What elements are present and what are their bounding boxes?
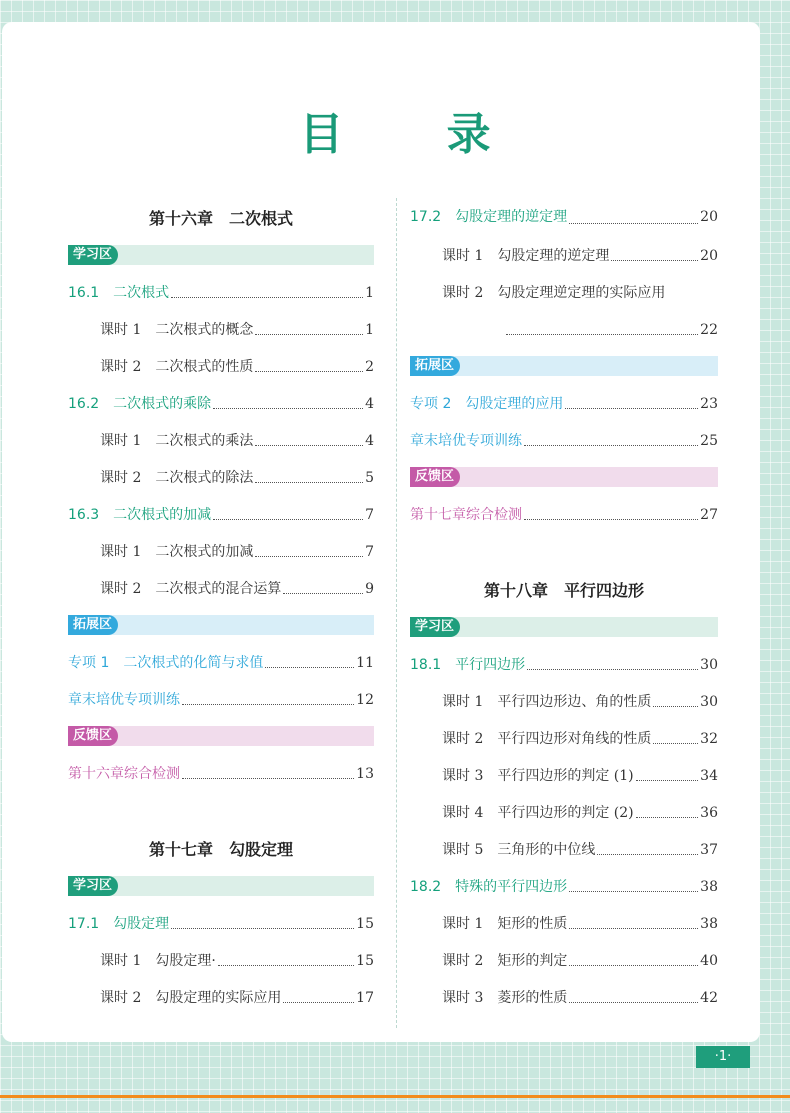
page-ref: 37 <box>700 842 718 858</box>
toc-entry-topic-2[interactable] <box>410 386 718 423</box>
toc-right-column <box>410 200 718 1017</box>
lesson-number: 课时 1 <box>442 694 484 710</box>
toc-entry-lesson[interactable] <box>68 460 374 497</box>
leader-dots <box>255 482 363 483</box>
leader-dots <box>213 519 363 520</box>
lesson-title: 二次根式的概念 <box>155 322 254 338</box>
leader-dots <box>171 297 363 298</box>
lesson-number: 课时 1 <box>100 433 142 449</box>
page-ref: 7 <box>365 507 374 523</box>
feedback-zone-tag: 反馈区 <box>410 467 460 487</box>
leader-dots <box>265 667 354 668</box>
toc-entry-lesson[interactable] <box>410 795 718 832</box>
lesson-title: 平行四边形边、角的性质 <box>497 694 652 710</box>
study-zone-tag: 学习区 <box>68 245 118 265</box>
toc-entry-18-1[interactable] <box>410 647 718 684</box>
section-title: 平行四边形 <box>455 657 526 673</box>
page-ref: 15 <box>356 916 374 932</box>
expand-zone-bar <box>68 615 374 635</box>
page-ref: 20 <box>700 248 718 264</box>
expand-zone-bar <box>410 356 718 376</box>
leader-dots <box>636 780 699 781</box>
lesson-title: 勾股定理逆定理的实际应用 <box>497 285 666 301</box>
leader-dots <box>283 593 363 594</box>
page-ref: 27 <box>700 507 718 523</box>
section-number: 17.2 <box>410 209 442 225</box>
lesson-number: 课时 2 <box>100 359 142 375</box>
leader-dots <box>527 669 698 670</box>
leader-dots <box>255 371 363 372</box>
leader-dots <box>506 334 698 335</box>
lesson-title: 勾股定理的逆定理 <box>497 248 610 264</box>
leader-dots <box>569 891 698 892</box>
lesson-number: 课时 1 <box>442 248 484 264</box>
lesson-number: 课时 1 <box>100 953 142 969</box>
lesson-title: 三角形的中位线 <box>497 842 596 858</box>
toc-entry-lesson[interactable] <box>68 943 374 980</box>
toc-entry-lesson[interactable] <box>410 906 718 943</box>
page-ref: 1 <box>365 322 374 338</box>
leader-dots <box>565 408 698 409</box>
study-zone-bar <box>68 245 374 265</box>
toc-entry-lesson[interactable] <box>68 534 374 571</box>
toc-entry-16-3[interactable] <box>68 497 374 534</box>
column-divider <box>396 198 397 1028</box>
lesson-title: 二次根式的除法 <box>155 470 254 486</box>
lesson-title: 二次根式的混合运算 <box>155 581 282 597</box>
expand-zone-tag: 拓展区 <box>68 615 118 635</box>
lesson-number: 课时 2 <box>442 285 484 301</box>
expand-zone-tag: 拓展区 <box>410 356 460 376</box>
page-ref: 17 <box>356 990 374 1006</box>
section-title: 二次根式 <box>113 285 170 301</box>
leader-dots <box>524 519 698 520</box>
toc-entry-training-17[interactable] <box>410 423 718 460</box>
training-title: 章末培优专项训练 <box>410 433 522 449</box>
page-ref: 5 <box>365 470 374 486</box>
section-title: 勾股定理 <box>113 916 170 932</box>
leader-dots <box>653 743 698 744</box>
leader-dots <box>569 1002 698 1003</box>
chapter-18-heading: 第十八章 平行四边形 <box>483 581 644 600</box>
page-title: 目 录 <box>299 109 535 160</box>
section-number: 18.1 <box>410 657 442 673</box>
bottom-accent-strip <box>0 1095 790 1098</box>
feedback-zone-bar <box>68 726 374 746</box>
page-ref: 36 <box>700 805 718 821</box>
toc-entry-lesson[interactable] <box>410 721 718 758</box>
toc-entry-lesson[interactable] <box>68 980 374 1017</box>
toc-entry-test-16[interactable] <box>68 756 374 793</box>
page-ref: 23 <box>700 396 718 412</box>
leader-dots <box>255 334 363 335</box>
lesson-title: 平行四边形的判定 (1) <box>497 768 634 784</box>
page-ref: 9 <box>365 581 374 597</box>
study-zone-bar <box>68 876 374 896</box>
leader-dots <box>171 928 354 929</box>
leader-dots <box>182 704 354 705</box>
page-ref: 20 <box>700 209 718 225</box>
lesson-number: 课时 1 <box>442 916 484 932</box>
toc-entry-lesson[interactable] <box>410 943 718 980</box>
toc-entry-lesson[interactable] <box>68 571 374 608</box>
topic-title: 专项 2 勾股定理的应用 <box>410 396 564 412</box>
section-title: 勾股定理的逆定理 <box>455 209 568 225</box>
section-number: 16.2 <box>68 396 100 412</box>
topic-title: 专项 1 二次根式的化简与求值 <box>68 655 264 671</box>
feedback-zone-tag: 反馈区 <box>68 726 118 746</box>
section-title: 二次根式的乘除 <box>113 396 212 412</box>
toc-entry-lesson[interactable] <box>410 275 718 312</box>
page-ref: 34 <box>700 768 718 784</box>
page-ref: 12 <box>356 692 374 708</box>
leader-dots <box>255 445 363 446</box>
toc-entry-17-1[interactable] <box>68 906 374 943</box>
lesson-title: 平行四边形对角线的性质 <box>497 731 652 747</box>
toc-entry-continuation[interactable] <box>410 312 718 349</box>
leader-dots <box>255 556 363 557</box>
lesson-number: 课时 1 <box>100 544 142 560</box>
toc-entry-17-2[interactable] <box>410 200 718 238</box>
lesson-title: 二次根式的性质 <box>155 359 254 375</box>
leader-dots <box>569 965 698 966</box>
chapter-16-heading: 第十六章 二次根式 <box>148 209 293 228</box>
leader-dots <box>524 445 698 446</box>
toc-entry-16-2[interactable] <box>68 386 374 423</box>
leader-dots <box>569 928 698 929</box>
toc-entry-lesson[interactable] <box>68 423 374 460</box>
section-number: 16.3 <box>68 507 100 523</box>
toc-entry-18-2[interactable] <box>410 869 718 906</box>
feedback-zone-bar <box>410 467 718 487</box>
lesson-number: 课时 2 <box>100 470 142 486</box>
toc-entry-lesson[interactable] <box>410 832 718 869</box>
lesson-title: 矩形的性质 <box>497 916 568 932</box>
page-ref: 15 <box>356 953 374 969</box>
toc-entry-lesson[interactable] <box>410 684 718 721</box>
lesson-number: 课时 2 <box>100 581 142 597</box>
section-title: 特殊的平行四边形 <box>455 879 568 895</box>
leader-dots <box>636 817 699 818</box>
page-ref: 22 <box>700 322 718 338</box>
lesson-title: 二次根式的乘法 <box>155 433 254 449</box>
lesson-number: 课时 4 <box>442 805 484 821</box>
chapter-17-heading: 第十七章 勾股定理 <box>148 840 293 859</box>
page-number-badge: ·1· <box>696 1046 750 1068</box>
page-ref: 42 <box>700 990 718 1006</box>
test-title: 第十七章综合检测 <box>410 507 522 523</box>
page-ref: 38 <box>700 879 718 895</box>
lesson-number: 课时 3 <box>442 768 484 784</box>
page-ref: 30 <box>700 694 718 710</box>
page-ref: 32 <box>700 731 718 747</box>
toc-entry-training-16[interactable] <box>68 682 374 719</box>
section-number: 17.1 <box>68 916 100 932</box>
page-ref: 1 <box>365 285 374 301</box>
lesson-number: 课时 1 <box>100 322 142 338</box>
leader-dots <box>213 408 363 409</box>
section-number: 16.1 <box>68 285 100 301</box>
lesson-title: 勾股定理· <box>155 953 216 969</box>
lesson-title: 菱形的性质 <box>497 990 568 1006</box>
page-ref: 13 <box>356 766 374 782</box>
toc-entry-lesson[interactable] <box>410 980 718 1017</box>
page-ref: 4 <box>365 433 374 449</box>
lesson-title: 勾股定理的实际应用 <box>155 990 282 1006</box>
page-ref: 25 <box>700 433 718 449</box>
page-ref: 38 <box>700 916 718 932</box>
toc-entry-16-1[interactable] <box>68 275 374 312</box>
study-zone-tag: 学习区 <box>410 617 460 637</box>
lesson-number: 课时 5 <box>442 842 484 858</box>
toc-entry-test-17[interactable] <box>410 497 718 534</box>
test-title: 第十六章综合检测 <box>68 766 180 782</box>
leader-dots <box>569 223 698 224</box>
toc-entry-lesson[interactable] <box>410 238 718 275</box>
lesson-number: 课时 2 <box>442 953 484 969</box>
toc-entry-topic-1[interactable] <box>68 645 374 682</box>
page-ref: 11 <box>356 655 374 671</box>
section-number: 18.2 <box>410 879 442 895</box>
training-title: 章末培优专项训练 <box>68 692 180 708</box>
lesson-number: 课时 3 <box>442 990 484 1006</box>
leader-dots <box>653 706 698 707</box>
study-zone-bar <box>410 617 718 637</box>
toc-left-column <box>68 200 374 1017</box>
lesson-number: 课时 2 <box>442 731 484 747</box>
study-zone-tag: 学习区 <box>68 876 118 896</box>
section-title: 二次根式的加减 <box>113 507 212 523</box>
lesson-title: 矩形的判定 <box>497 953 568 969</box>
page-ref: 7 <box>365 544 374 560</box>
page-ref: 2 <box>365 359 374 375</box>
toc-entry-lesson[interactable] <box>410 758 718 795</box>
leader-dots <box>611 260 698 261</box>
page-ref: 40 <box>700 953 718 969</box>
lesson-title: 平行四边形的判定 (2) <box>497 805 634 821</box>
lesson-title: 二次根式的加减 <box>155 544 254 560</box>
leader-dots <box>182 778 354 779</box>
page-ref: 30 <box>700 657 718 673</box>
leader-dots <box>597 854 698 855</box>
leader-dots <box>283 1002 354 1003</box>
page-ref: 4 <box>365 396 374 412</box>
leader-dots <box>218 965 354 966</box>
lesson-number: 课时 2 <box>100 990 142 1006</box>
toc-entry-lesson[interactable] <box>68 312 374 349</box>
toc-entry-lesson[interactable] <box>68 349 374 386</box>
